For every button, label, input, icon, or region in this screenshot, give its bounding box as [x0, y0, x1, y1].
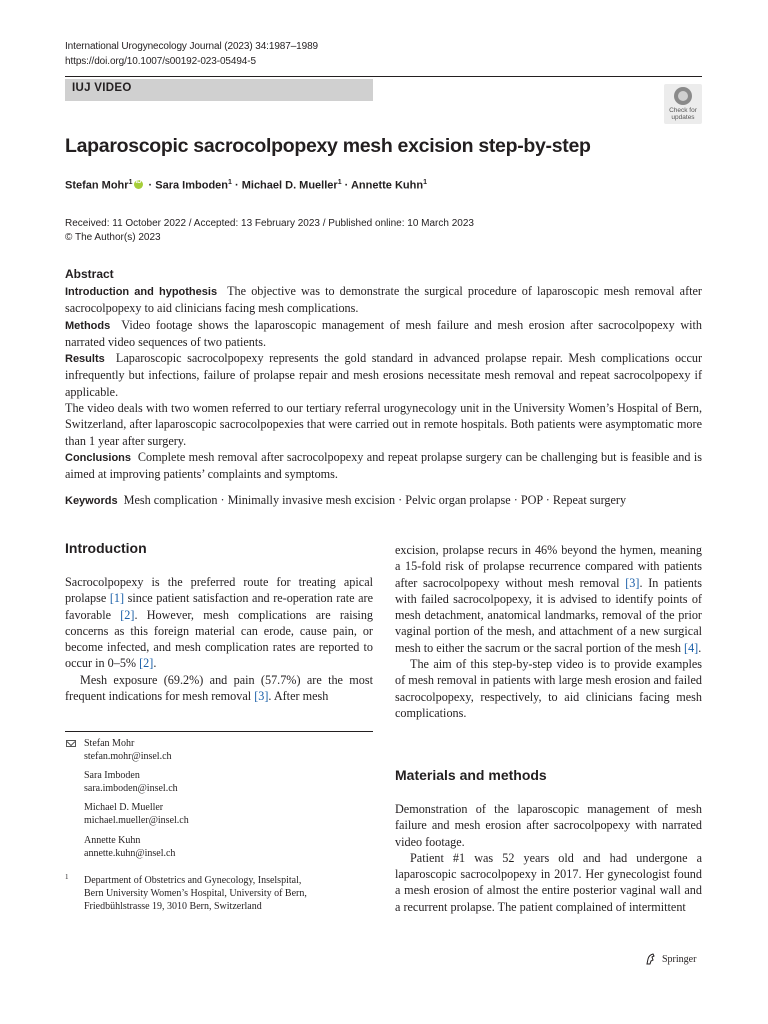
abstract-results-continued: The video deals with two women referred to our tertiary referral urogynecology unit in the University Women’s Hospital of Bern, Switzerland, after laparoscopic sacrocolpopexies that were carried out in remote hospitals. Both patients were asymptomatic more than 1 year after surgery. [65, 401, 702, 448]
right-column-body [395, 542, 702, 721]
intro-paragraph-4: The aim of this step-by-step video is to provide examples of mesh removal in patients with large mesh erosion and failed sacrocolpopexy, respectively, to aid clinicians facing mesh complications. [395, 657, 702, 720]
contact-name: Sara Imboden [84, 770, 140, 781]
author-list: Stefan Mohr$^1$iD · Sara Imboden$^1$ · Michael D. Mueller$^1$ · Annette Kuhn$^1$ [65, 179, 427, 192]
check-updates-icon [674, 87, 692, 105]
check-updates-line2: updates [671, 114, 695, 121]
copyright: © The Author(s) 2023 [65, 232, 161, 243]
author-name[interactable]: Sara Imboden [155, 179, 229, 192]
publisher-logo-text: Springer [662, 954, 697, 965]
affiliation-number: 1 [65, 873, 69, 881]
citation-link[interactable]: [4] [684, 640, 699, 655]
methods-paragraph-2: Patient #1 was 52 years old and had undergone a laparoscopic sacrocolpopexy in 2017. Her gynecologist found a mesh erosion of almost the entire posterior vaginal wall and a recurrent prolapse. The patient complained of intermittent [395, 850, 702, 914]
abstract-intro [65, 283, 702, 317]
affiliation-line: Bern University Women’s Hospital, University of Bern, [84, 888, 307, 899]
keywords-label: Keywords [65, 495, 118, 507]
abstract-methods-text: Video footage shows the laparoscopic management of mesh failure and mesh erosion after sacrocolpopexy with narrated video sequences of two patients. [65, 317, 702, 349]
abstract-intro-label: Introduction and hypothesis [65, 286, 218, 298]
contact-email[interactable]: sara.imboden@insel.ch [84, 783, 178, 794]
intro-paragraph-2: Mesh exposure (69.2%) and pain (57.7%) are the most frequent indications for mesh removal [3]. After mesh [65, 672, 373, 704]
abstract-methods-label: Methods [65, 319, 111, 332]
author-affiliation: 1 [228, 179, 232, 186]
citation-link[interactable]: [1] [109, 591, 125, 606]
methods-paragraph-1: Demonstration of the laparoscopic management of mesh failure and mesh erosion after sacrocolpopexy with narrated video footage. [395, 802, 702, 849]
affiliation-line: Department of Obstetrics and Gynecology, Inselspital, [84, 875, 302, 886]
orcid-icon[interactable] [134, 180, 143, 189]
contact-email[interactable]: michael.mueller@insel.ch [84, 815, 189, 826]
header-rule [65, 76, 702, 77]
citation-link[interactable]: [3] [625, 575, 640, 590]
methods-body [395, 801, 702, 915]
article-dates: Received: 11 October 2022 / Accepted: 13 February 2023 / Published online: 10 March 2023 [65, 218, 474, 229]
contact-name: Annette Kuhn [84, 835, 141, 846]
introduction-heading: Introduction [65, 540, 147, 556]
author-affiliation: 1 [423, 179, 427, 186]
abstract-intro-text: The objective was to demonstrate the surgical procedure of laparoscopic mesh removal after sacrocolpopexy to aid clinicians facing mesh complications. [65, 284, 702, 316]
journal-citation: International Urogynecology Journal (2023) 34:1987–1989 [65, 41, 319, 52]
abstract-conclusions [65, 449, 702, 483]
check-for-updates-badge[interactable] [664, 84, 702, 124]
keywords [65, 493, 626, 508]
author-name[interactable]: Annette Kuhn [350, 179, 424, 192]
citation-link[interactable]: [2] [120, 607, 135, 622]
section-label-band [65, 79, 373, 101]
abstract-conclusions-text: Complete mesh removal after sacrocolpopexy and repeat prolapse surgery can be challenging but is feasible and is aimed at improving patients’ complaints and symptoms. [65, 449, 702, 482]
author-name[interactable]: Stefan Mohr [65, 179, 129, 192]
abstract-methods [65, 317, 702, 351]
contact-email[interactable]: stefan.mohr@insel.ch [84, 751, 172, 762]
abstract-heading: Abstract [65, 267, 114, 281]
citation-link[interactable]: [2] [139, 656, 154, 671]
intro-paragraph-1: Sacrocolpopexy is the preferred route for treating apical prolapse [1] since patient satisfaction and re-operation rate are favorable [2]. However, mesh complications are raising concerns as this foreign material can erode, cause pain, or become infected, and mesh complication rates are reported to occur in 0–5% [2]. [65, 575, 374, 671]
abstract-results [65, 350, 702, 400]
abstract-body [65, 283, 702, 483]
introduction-body [65, 574, 373, 704]
mail-icon [66, 740, 76, 747]
author-affiliation: 1 [337, 179, 342, 186]
abstract-results-text: Laparoscopic sacrocolpopexy represents the gold standard in advanced prolapse repair. Mesh complications occur infrequently but infections, failure of prolapse repair and mesh erosions necessitate mesh removal and repeat sacrocolpopexy if applicable. [65, 351, 703, 399]
intro-paragraph-3: excision, prolapse recurs in 46% beyond the hymen, meaning a 15-fold risk of prolapse recurrence compared with patients after sacrocolpopexy without mesh removal [3]. In patients with failed sacrocolpopexy, it is advised to identify points of mesh detachment, anatomical landmarks, removal of the prior vaginal portion of the mesh, and attachment of a new surgical mesh to either the sacrum or the sacral portion of the mesh [4]. [395, 543, 702, 655]
check-updates-line1: Check for [669, 107, 697, 114]
abstract-results-label: Results [65, 353, 105, 366]
author-affiliation: 1 [128, 179, 133, 186]
contact-name: Stefan Mohr [84, 738, 135, 749]
article-title: Laparoscopic sacrocolpopexy mesh excision step-by-step [65, 135, 591, 157]
springer-horse-icon [645, 953, 657, 965]
methods-heading: Materials and methods [395, 767, 547, 783]
section-label: IUJ VIDEO [72, 82, 132, 94]
citation-link[interactable]: [3] [254, 689, 269, 704]
contact-name: Michael D. Mueller [84, 802, 164, 813]
doi-link[interactable]: https://doi.org/10.1007/s00192-023-05494-5 [65, 56, 256, 67]
affiliation-line: Friedbühlstrasse 19, 3010 Bern, Switzerland [84, 901, 262, 912]
abstract-conclusions-label: Conclusions [65, 451, 132, 464]
footnote-rule [65, 731, 373, 732]
author-name[interactable]: Michael D. Mueller [241, 179, 338, 192]
keywords-text: Mesh complication · Minimally invasive mesh excision · Pelvic organ prolapse · POP · Repeat surgery [123, 493, 627, 507]
contact-email[interactable]: annette.kuhn@insel.ch [84, 848, 176, 859]
